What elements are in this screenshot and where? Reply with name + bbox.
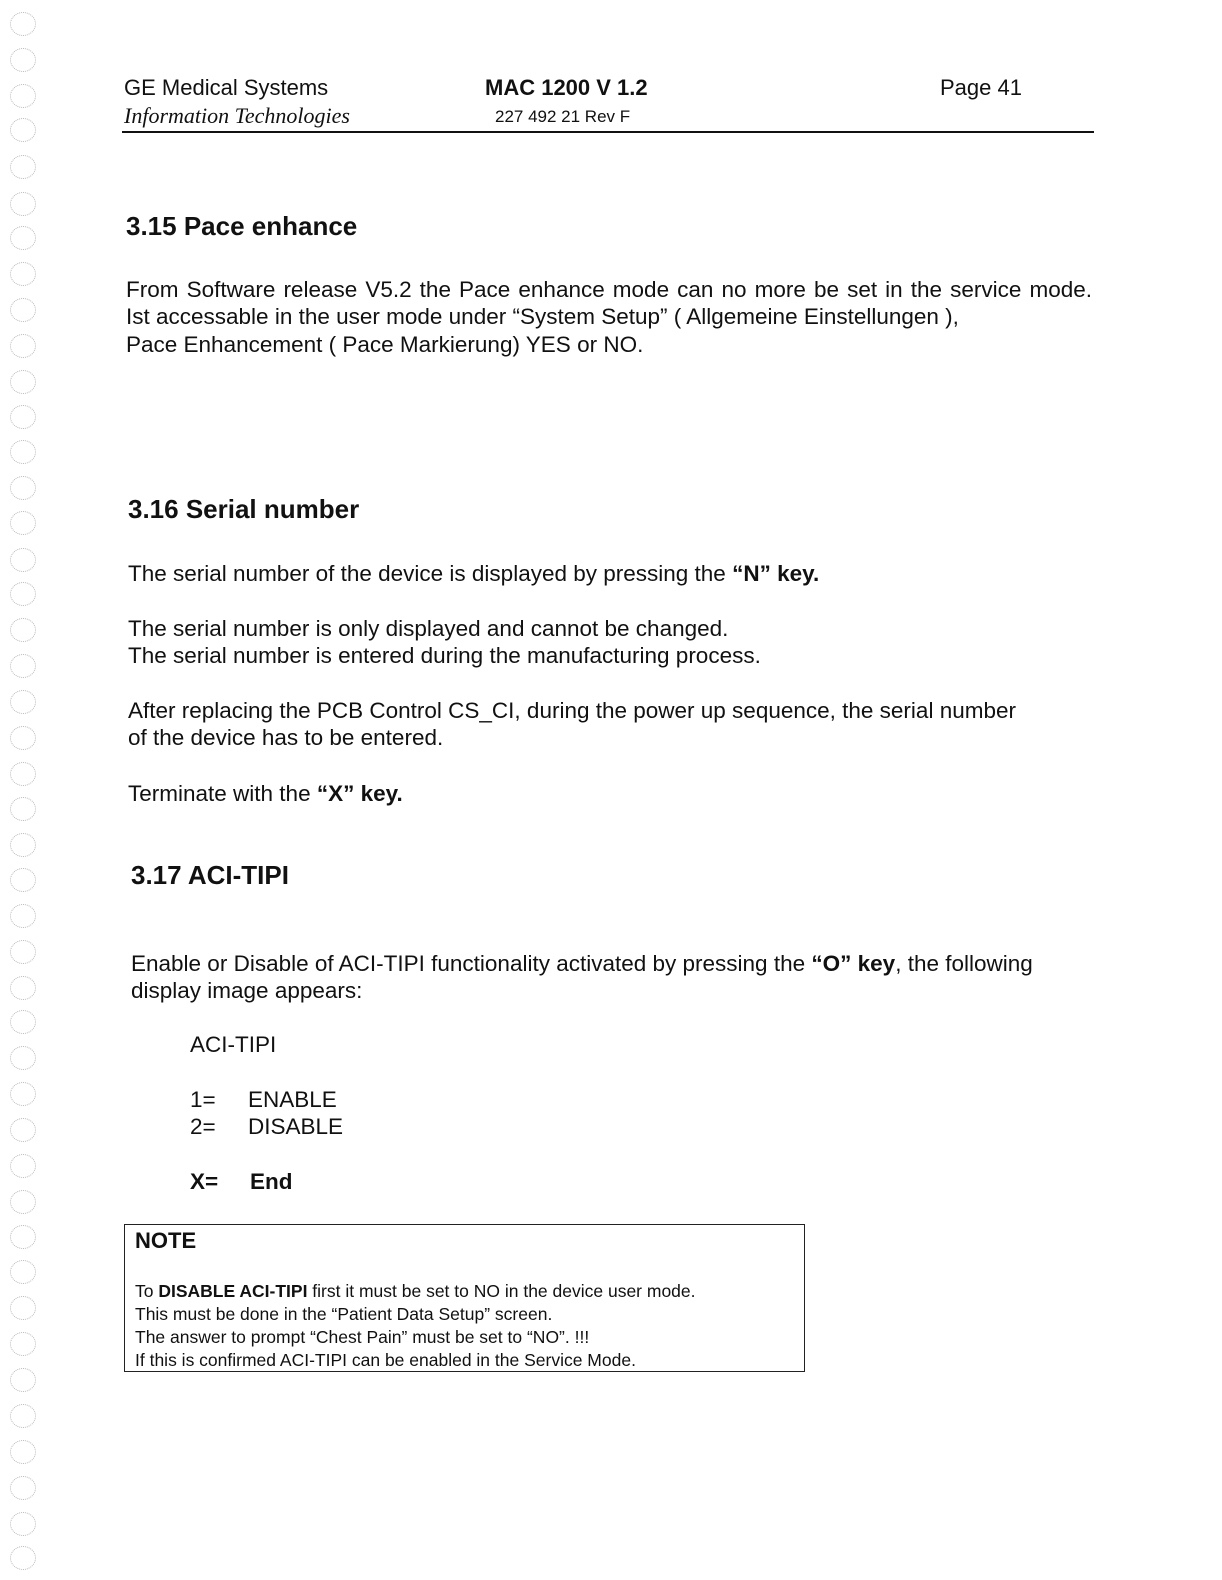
key-label: “N” key.	[732, 561, 820, 586]
key-label: “X” key.	[316, 781, 403, 806]
display-option-key: 2=	[190, 1114, 216, 1139]
binder-hole	[10, 262, 36, 286]
binder-hole	[10, 1118, 36, 1142]
binder-hole	[10, 1225, 36, 1249]
display-title: ACI-TIPI	[190, 1032, 277, 1057]
text: first it must be set to NO in the device user mode.	[307, 1281, 696, 1301]
note-title: NOTE	[135, 1228, 197, 1253]
binder-hole	[10, 1082, 36, 1106]
binder-hole	[10, 1154, 36, 1178]
note-box	[124, 1224, 805, 1372]
binder-hole	[10, 833, 36, 857]
binder-hole	[10, 1368, 36, 1392]
paragraph-line: The serial number is only displayed and cannot be changed.	[128, 616, 729, 641]
binder-hole	[10, 762, 36, 786]
section-heading: 3.15 Pace enhance	[126, 211, 358, 241]
note-line: The answer to prompt “Chest Pain” must be set to “NO”. !!!	[135, 1327, 590, 1347]
binder-hole	[10, 654, 36, 678]
binder-hole	[10, 690, 36, 714]
binder-hole	[10, 797, 36, 821]
binder-hole	[10, 1476, 36, 1500]
binder-hole	[10, 226, 36, 250]
text: Terminate with the	[128, 781, 317, 806]
display-option-key: 1=	[190, 1087, 216, 1112]
binder-hole	[10, 1404, 36, 1428]
binder-hole	[10, 868, 36, 892]
binder-hole	[10, 118, 36, 142]
binder-hole	[10, 370, 36, 394]
binder-hole	[10, 582, 36, 606]
paragraph-line: of the device has to be entered.	[128, 725, 444, 750]
binder-hole	[10, 298, 36, 322]
key-word: key	[857, 951, 896, 976]
binder-hole	[10, 84, 36, 108]
binder-hole	[10, 192, 36, 216]
binder-hole	[10, 1296, 36, 1320]
binder-hole	[10, 155, 36, 179]
paragraph-line: After replacing the PCB Control CS_CI, during the power up sequence, the serial number	[128, 698, 1016, 723]
paragraph: From Software release V5.2 the Pace enhance mode can no more be set in the service mode. Ist accessable in the user mode under “System Setup” ( Allgemeine Einstellungen ),	[126, 277, 1092, 329]
note-line: If this is confirmed ACI-TIPI can be enabled in the Service Mode.	[135, 1350, 636, 1370]
text: To	[135, 1281, 159, 1301]
binder-hole	[10, 726, 36, 750]
text: Enable or Disable of ACI-TIPI functionality activated by pressing the	[131, 951, 812, 976]
display-option-label: ENABLE	[248, 1087, 337, 1112]
binder-hole	[10, 48, 36, 72]
binder-hole	[10, 1046, 36, 1070]
display-option-label: DISABLE	[248, 1114, 344, 1139]
page-number: Page 41	[940, 75, 1022, 100]
company-name: GE Medical Systems	[124, 75, 329, 100]
note-emphasis: DISABLE ACI-TIPI	[158, 1281, 308, 1301]
binder-hole	[10, 1010, 36, 1034]
paragraph-line: The serial number is entered during the manufacturing process.	[128, 643, 761, 668]
section-heading: 3.17 ACI-TIPI	[131, 860, 289, 890]
binder-hole	[10, 904, 36, 928]
binder-hole	[10, 511, 36, 535]
text: , the following	[895, 951, 1033, 976]
note-line	[135, 1280, 696, 1303]
paragraph	[128, 560, 819, 587]
binder-hole	[10, 476, 36, 500]
paragraph	[131, 950, 1033, 977]
binder-hole	[10, 405, 36, 429]
section-heading: 3.16 Serial number	[128, 494, 360, 524]
binder-hole	[10, 618, 36, 642]
binder-hole	[10, 334, 36, 358]
binder-hole	[10, 12, 36, 36]
binder-hole	[10, 1512, 36, 1536]
key-label: “O”	[811, 951, 852, 976]
binder-hole	[10, 548, 36, 572]
paragraph-line: display image appears:	[131, 978, 363, 1003]
header-rule	[122, 131, 1094, 133]
display-exit-key: X=	[190, 1169, 219, 1194]
binder-hole	[10, 1546, 36, 1570]
product-title: MAC 1200 V 1.2	[485, 75, 648, 100]
binder-hole	[10, 1260, 36, 1284]
binder-hole	[10, 1190, 36, 1214]
note-line: This must be done in the “Patient Data Setup” screen.	[135, 1304, 553, 1324]
paragraph	[128, 780, 403, 807]
binder-hole	[10, 1440, 36, 1464]
binder-hole	[10, 940, 36, 964]
text: The serial number of the device is displayed by pressing the	[128, 561, 733, 586]
note-text	[135, 1280, 696, 1372]
display-exit-label: End	[250, 1169, 293, 1194]
paragraph-line: Pace Enhancement ( Pace Markierung) YES or NO.	[126, 332, 644, 357]
division-name: Information Technologies	[124, 103, 350, 128]
binder-hole	[10, 1332, 36, 1356]
document-number: 227 492 21 Rev F	[495, 107, 631, 126]
binder-hole	[10, 976, 36, 1000]
binder-hole	[10, 440, 36, 464]
